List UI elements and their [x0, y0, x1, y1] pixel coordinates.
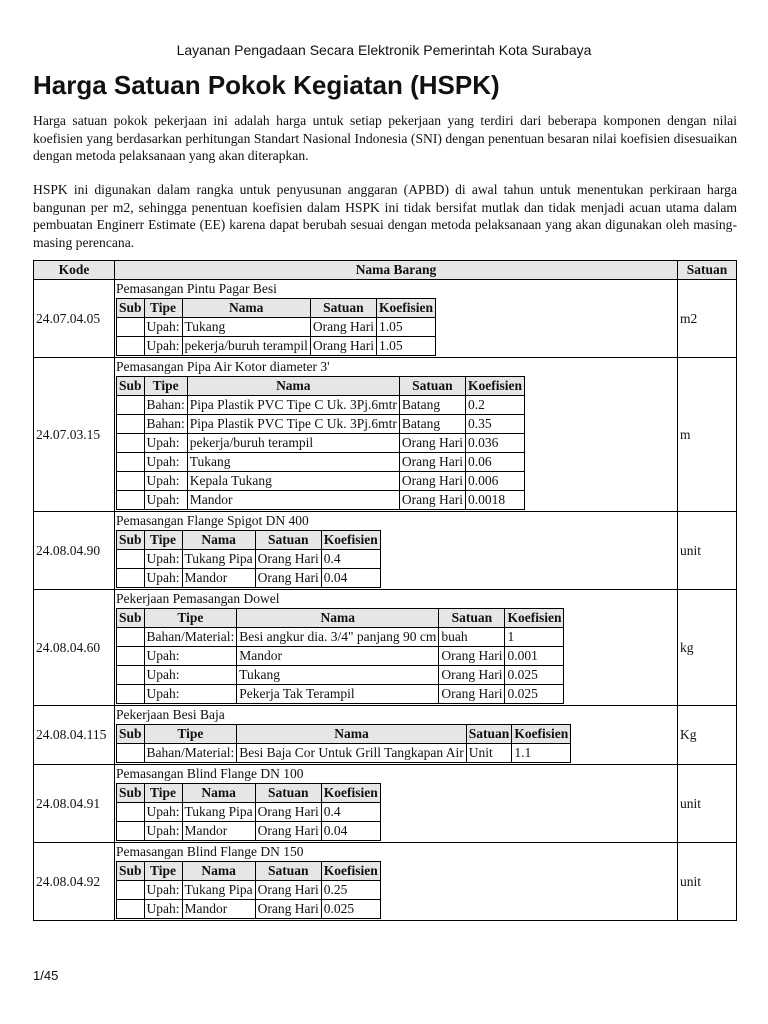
component-sub: [117, 491, 145, 510]
component-koefisien: 0.4: [321, 550, 380, 569]
component-header-sub: Sub: [117, 377, 145, 396]
item-kode: 24.07.04.05: [34, 280, 115, 358]
component-header-sub: Sub: [117, 531, 145, 550]
component-koefisien: 0.025: [505, 666, 564, 685]
component-header-row: [117, 299, 436, 318]
component-header-tipe: Tipe: [144, 784, 182, 803]
page-title: Harga Satuan Pokok Kegiatan (HSPK): [33, 70, 500, 100]
component-sub: [117, 666, 145, 685]
component-koefisien: 0.025: [505, 685, 564, 704]
component-nama: Pipa Plastik PVC Tipe C Uk. 3Pj.6mtr: [187, 396, 399, 415]
component-koefisien: 0.04: [321, 822, 380, 841]
component-satuan: Orang Hari: [255, 900, 321, 919]
component-satuan: Orang Hari: [439, 666, 505, 685]
component-satuan: Orang Hari: [310, 337, 376, 356]
component-header-koefisien: Koefisien: [321, 784, 380, 803]
component-nama: Mandor: [182, 900, 255, 919]
item-nama-barang-cell: [115, 843, 678, 921]
component-row: [117, 472, 525, 491]
component-satuan: Orang Hari: [255, 569, 321, 588]
component-koefisien: 0.006: [465, 472, 524, 491]
item-satuan: m: [678, 358, 737, 512]
item-name: Pemasangan Pintu Pagar Besi: [116, 281, 277, 296]
component-nama: Tukang: [182, 318, 310, 337]
component-row: [117, 647, 564, 666]
component-row: [117, 628, 564, 647]
component-table: [116, 376, 525, 510]
component-koefisien: 0.036: [465, 434, 524, 453]
table-row: [34, 280, 737, 358]
component-row: [117, 822, 381, 841]
component-sub: [117, 434, 145, 453]
component-koefisien: 0.35: [465, 415, 524, 434]
component-sub: [117, 881, 145, 900]
component-sub: [117, 647, 145, 666]
item-name: Pekerjaan Besi Baja: [116, 707, 225, 722]
header-satuan: Satuan: [678, 261, 737, 280]
component-tipe: Upah:: [144, 472, 187, 491]
table-row: [34, 512, 737, 590]
component-nama: Mandor: [182, 822, 255, 841]
component-header-row: [117, 725, 571, 744]
component-sub: [117, 685, 145, 704]
component-table: [116, 861, 381, 919]
item-satuan: unit: [678, 765, 737, 843]
component-row: [117, 744, 571, 763]
page-number: 1/45: [33, 968, 59, 983]
component-nama: pekerja/buruh terampil: [187, 434, 399, 453]
component-table: [116, 298, 436, 356]
component-koefisien: 1: [505, 628, 564, 647]
item-nama-barang-cell: [115, 590, 678, 706]
component-header-koefisien: Koefisien: [321, 862, 380, 881]
component-tipe: Upah:: [144, 569, 182, 588]
item-name: Pemasangan Blind Flange DN 100: [116, 766, 304, 781]
component-header-sub: Sub: [117, 725, 145, 744]
component-sub: [117, 453, 145, 472]
component-koefisien: 0.04: [321, 569, 380, 588]
component-tipe: Bahan/Material:: [144, 744, 237, 763]
component-satuan: Batang: [399, 415, 465, 434]
component-satuan: buah: [439, 628, 505, 647]
item-satuan: unit: [678, 512, 737, 590]
component-nama: Kepala Tukang: [187, 472, 399, 491]
header-kode: Kode: [34, 261, 115, 280]
component-nama: Pekerja Tak Terampil: [237, 685, 439, 704]
component-row: [117, 685, 564, 704]
component-koefisien: 0.4: [321, 803, 380, 822]
component-header-sub: Sub: [117, 609, 145, 628]
component-koefisien: 0.025: [321, 900, 380, 919]
component-row: [117, 803, 381, 822]
component-row: [117, 337, 436, 356]
item-kode: 24.08.04.90: [34, 512, 115, 590]
component-nama: Tukang Pipa: [182, 803, 255, 822]
component-tipe: Upah:: [144, 900, 182, 919]
component-header-koefisien: Koefisien: [376, 299, 435, 318]
table-row: [34, 358, 737, 512]
component-header-nama: Nama: [237, 609, 439, 628]
item-satuan: kg: [678, 590, 737, 706]
component-nama: Mandor: [187, 491, 399, 510]
component-header-nama: Nama: [182, 299, 310, 318]
component-tipe: Upah:: [144, 647, 237, 666]
component-nama: Tukang: [187, 453, 399, 472]
component-tipe: Upah:: [144, 453, 187, 472]
component-koefisien: 0.001: [505, 647, 564, 666]
item-nama-barang-cell: [115, 706, 678, 765]
item-name: Pemasangan Flange Spigot DN 400: [116, 513, 309, 528]
component-koefisien: 0.06: [465, 453, 524, 472]
component-satuan: Orang Hari: [255, 881, 321, 900]
component-header-row: [117, 609, 564, 628]
component-sub: [117, 803, 145, 822]
component-tipe: Upah:: [144, 881, 182, 900]
component-tipe: Upah:: [144, 822, 182, 841]
component-header-sub: Sub: [117, 862, 145, 881]
component-row: [117, 415, 525, 434]
component-header-nama: Nama: [182, 531, 255, 550]
component-header-nama: Nama: [187, 377, 399, 396]
component-table: [116, 530, 381, 588]
component-tipe: Upah:: [144, 318, 182, 337]
component-sub: [117, 744, 145, 763]
component-header-satuan: Satuan: [439, 609, 505, 628]
item-satuan: m2: [678, 280, 737, 358]
component-nama: Mandor: [182, 569, 255, 588]
component-header-satuan: Satuan: [255, 862, 321, 881]
component-sub: [117, 569, 145, 588]
component-table: [116, 783, 381, 841]
component-nama: Tukang: [237, 666, 439, 685]
item-satuan: Kg: [678, 706, 737, 765]
component-nama: Tukang Pipa: [182, 881, 255, 900]
component-satuan: Orang Hari: [255, 822, 321, 841]
component-satuan: Orang Hari: [399, 453, 465, 472]
component-tipe: Bahan:: [144, 415, 187, 434]
component-sub: [117, 337, 145, 356]
component-row: [117, 900, 381, 919]
component-tipe: Upah:: [144, 666, 237, 685]
component-satuan: Orang Hari: [439, 685, 505, 704]
item-kode: 24.08.04.91: [34, 765, 115, 843]
component-tipe: Upah:: [144, 685, 237, 704]
component-table: [116, 608, 564, 704]
component-header-nama: Nama: [182, 862, 255, 881]
table-row: [34, 843, 737, 921]
item-name: Pemasangan Pipa Air Kotor diameter 3': [116, 359, 330, 374]
component-tipe: Bahan/Material:: [144, 628, 237, 647]
component-row: [117, 550, 381, 569]
item-name: Pemasangan Blind Flange DN 150: [116, 844, 304, 859]
component-header-koefisien: Koefisien: [321, 531, 380, 550]
component-row: [117, 318, 436, 337]
table-row: [34, 706, 737, 765]
component-header-nama: Nama: [182, 784, 255, 803]
component-sub: [117, 900, 145, 919]
component-row: [117, 396, 525, 415]
component-header-sub: Sub: [117, 784, 145, 803]
component-nama: Tukang Pipa: [182, 550, 255, 569]
component-koefisien: 1.05: [376, 318, 435, 337]
component-row: [117, 491, 525, 510]
component-header-satuan: Satuan: [466, 725, 512, 744]
item-nama-barang-cell: [115, 512, 678, 590]
component-tipe: Upah:: [144, 550, 182, 569]
component-sub: [117, 396, 145, 415]
component-header-koefisien: Koefisien: [465, 377, 524, 396]
component-header-row: [117, 862, 381, 881]
component-row: [117, 569, 381, 588]
component-koefisien: 0.25: [321, 881, 380, 900]
component-satuan: Orang Hari: [255, 803, 321, 822]
item-kode: 24.07.03.15: [34, 358, 115, 512]
header-nama-barang: Nama Barang: [115, 261, 678, 280]
table-row: [34, 590, 737, 706]
component-satuan: Orang Hari: [399, 434, 465, 453]
component-sub: [117, 628, 145, 647]
table-row: [34, 765, 737, 843]
hspk-table: [33, 260, 737, 921]
component-header-satuan: Satuan: [255, 784, 321, 803]
component-header-satuan: Satuan: [310, 299, 376, 318]
intro-paragraph-2: HSPK ini digunakan dalam rangka untuk penyusunan anggaran (APBD) di awal tahun untuk menentukan perkiraan harga bangunan per m2, sehingga penentuan koefisien dalam HSPK ini tidak bersifat mutlak dan tidak menjadi acuan utama dalam pembuatan Enginerr Estimate (EE) karena dapat berubah sesuai dengan metoda pelaksanaan yang akan digunakan oleh masing-masing perencana.: [33, 182, 737, 250]
component-row: [117, 453, 525, 472]
item-kode: 24.08.04.92: [34, 843, 115, 921]
component-tipe: Upah:: [144, 803, 182, 822]
item-nama-barang-cell: [115, 280, 678, 358]
intro-paragraph-1: Harga satuan pokok pekerjaan ini adalah harga untuk setiap pekerjaan yang terdiri dari beberapa komponen dengan nilai koefisien yang berdasarkan perhitungan Standart Nasional Indonesia (SNI) dengan penentuan besaran nilai koefisien disesuaikan dengan metoda pelaksanaan yang akan diterapkan.: [33, 113, 737, 164]
component-koefisien: 1.1: [512, 744, 571, 763]
component-nama: Mandor: [237, 647, 439, 666]
component-row: [117, 881, 381, 900]
component-header-tipe: Tipe: [144, 725, 237, 744]
component-header-row: [117, 784, 381, 803]
component-sub: [117, 472, 145, 491]
component-header-satuan: Satuan: [255, 531, 321, 550]
item-kode: 24.08.04.60: [34, 590, 115, 706]
component-header-tipe: Tipe: [144, 377, 187, 396]
component-koefisien: 1.05: [376, 337, 435, 356]
component-nama: Pipa Plastik PVC Tipe C Uk. 3Pj.6mtr: [187, 415, 399, 434]
component-satuan: Orang Hari: [310, 318, 376, 337]
component-satuan: Orang Hari: [399, 491, 465, 510]
component-sub: [117, 318, 145, 337]
component-sub: [117, 822, 145, 841]
component-tipe: Upah:: [144, 337, 182, 356]
item-nama-barang-cell: [115, 358, 678, 512]
component-header-sub: Sub: [117, 299, 145, 318]
component-header-satuan: Satuan: [399, 377, 465, 396]
component-header-nama: Nama: [237, 725, 467, 744]
component-header-tipe: Tipe: [144, 299, 182, 318]
component-satuan: Orang Hari: [439, 647, 505, 666]
component-header-tipe: Tipe: [144, 609, 237, 628]
component-nama: pekerja/buruh terampil: [182, 337, 310, 356]
component-header-koefisien: Koefisien: [512, 725, 571, 744]
component-sub: [117, 415, 145, 434]
item-name: Pekerjaan Pemasangan Dowel: [116, 591, 280, 606]
component-tipe: Upah:: [144, 491, 187, 510]
component-header-row: [117, 531, 381, 550]
component-tipe: Bahan:: [144, 396, 187, 415]
component-koefisien: 0.0018: [465, 491, 524, 510]
component-satuan: Unit: [466, 744, 512, 763]
component-header-tipe: Tipe: [144, 862, 182, 881]
component-nama: Besi Baja Cor Untuk Grill Tangkapan Air: [237, 744, 467, 763]
item-kode: 24.08.04.115: [34, 706, 115, 765]
component-row: [117, 666, 564, 685]
component-satuan: Batang: [399, 396, 465, 415]
component-header-koefisien: Koefisien: [505, 609, 564, 628]
component-satuan: Orang Hari: [255, 550, 321, 569]
component-sub: [117, 550, 145, 569]
hspk-table-body: [34, 280, 737, 921]
component-header-row: [117, 377, 525, 396]
item-nama-barang-cell: [115, 765, 678, 843]
component-koefisien: 0.2: [465, 396, 524, 415]
component-table: [116, 724, 571, 763]
component-tipe: Upah:: [144, 434, 187, 453]
hspk-table-header-row: [34, 261, 737, 280]
item-satuan: unit: [678, 843, 737, 921]
component-nama: Besi angkur dia. 3/4" panjang 90 cm: [237, 628, 439, 647]
component-row: [117, 434, 525, 453]
page-header: Layanan Pengadaan Secara Elektronik Pemerintah Kota Surabaya: [176, 42, 592, 58]
component-header-tipe: Tipe: [144, 531, 182, 550]
component-satuan: Orang Hari: [399, 472, 465, 491]
